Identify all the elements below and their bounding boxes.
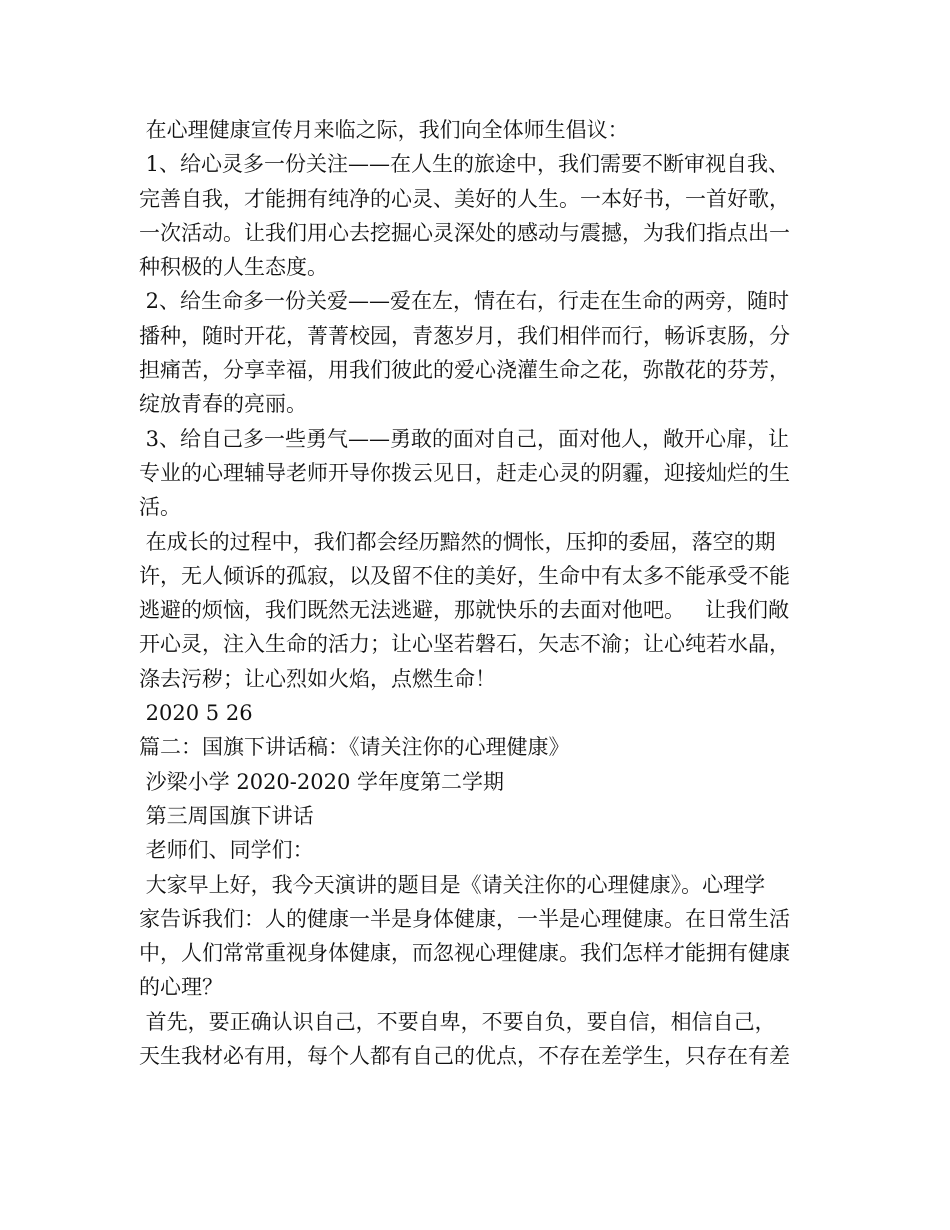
- text-line: 种积极的人生态度。: [139, 255, 328, 280]
- text-line: 专业的心理辅导老师开导你拨云见日，赶走心灵的阴霾，迎接灿烂的生: [139, 460, 790, 485]
- section-heading: 篇二：国旗下讲话稿：《请关注你的心理健康》: [139, 735, 570, 760]
- text-line: 大家早上好，我今天演讲的题目是《请关注你的心理健康》。心理学: [139, 872, 766, 897]
- text-line: 家告诉我们：人的健康一半是身体健康，一半是心理健康。在日常生活: [139, 906, 790, 931]
- text-line: 1、给心灵多一份关注——在人生的旅途中，我们需要不断审视自我、: [139, 152, 790, 177]
- text-line: 老师们、同学们：: [139, 838, 314, 863]
- text-line: 完善自我，才能拥有纯净的心灵、美好的人生。一本好书，一首好歌，: [139, 186, 790, 211]
- date-line: 2020 5 26: [139, 701, 253, 726]
- text-line: 天生我材必有用，每个人都有自己的优点，不存在差学生，只存在有差: [139, 1044, 790, 1069]
- text-line: 3、给自己多一些勇气——勇敢的面对自己，面对他人，敞开心扉，让: [139, 426, 790, 451]
- text-line: 播种，随时开花，菁菁校园，青葱岁月，我们相伴而行，畅诉衷肠，分: [139, 323, 790, 348]
- text-line: 活。: [139, 495, 181, 520]
- text-line: 开心灵，注入生命的活力；让心坚若磐石，矢志不渝；让心纯若水晶，: [139, 632, 790, 657]
- text-line: 一次活动。让我们用心去挖掘心灵深处的感动与震撼，为我们指点出一: [139, 220, 790, 245]
- text-line: 逃避的烦恼，我们既然无法逃避，那就快乐的去面对他吧。 让我们敞: [139, 598, 790, 623]
- text-line: 2、给生命多一份关爱——爱在左，情在右，行走在生命的两旁，随时: [139, 289, 790, 314]
- text-line: 绽放青春的亮丽。: [139, 392, 307, 417]
- text-line: 在心理健康宣传月来临之际，我们向全体师生倡议：: [139, 118, 629, 142]
- text-line: 第三周国旗下讲话: [139, 803, 314, 828]
- text-line: 首先，要正确认识自己，不要自卑，不要自负，要自信，相信自己，: [139, 1009, 776, 1034]
- text-line: 在成长的过程中，我们都会经历黯然的惆怅，压抑的委屈，落空的期: [139, 529, 776, 554]
- text-line: 的心理？: [139, 975, 223, 1000]
- document-page: [139, 113, 815, 1073]
- text-line: 担痛苦，分享幸福，用我们彼此的爱心浇灌生命之花，弥散花的芬芳，: [139, 358, 790, 383]
- text-line: 沙梁小学 2020-2020 学年度第二学期: [139, 769, 505, 794]
- text-line: 中，人们常常重视身体健康，而忽视心理健康。我们怎样才能拥有健康: [139, 941, 790, 966]
- text-line: 许，无人倾诉的孤寂，以及留不住的美好，生命中有太多不能承受不能: [139, 563, 790, 588]
- text-line: 涤去污秽；让心烈如火焰，点燃生命！: [139, 666, 496, 691]
